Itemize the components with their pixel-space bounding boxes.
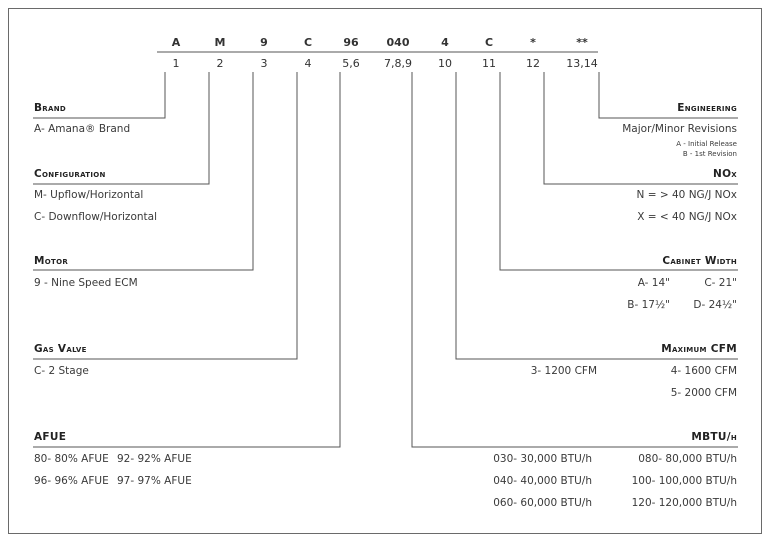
configuration-option: M- Upflow/Horizontal — [34, 189, 144, 201]
nox-option: X = < 40 NG/J NOx — [637, 211, 737, 223]
nox-option: N = > 40 NG/J NOx — [636, 189, 737, 201]
cabinet-width-heading: Cabinet Width — [662, 255, 737, 267]
code-4: C — [303, 36, 313, 49]
code-3: 9 — [260, 36, 268, 49]
mbtuh-option: 040- 40,000 BTU/h — [493, 475, 592, 487]
afue-option: 80- 80% AFUE — [34, 453, 109, 465]
configuration-option: C- Downflow/Horizontal — [34, 211, 157, 223]
position-5: 5,6 — [342, 57, 360, 70]
cabinet-width-option: D- 24½" — [693, 299, 737, 311]
code-9: * — [530, 36, 536, 49]
gas-valve-option: C- 2 Stage — [34, 365, 89, 377]
motor-heading: Motor — [34, 255, 69, 267]
afue-option: 97- 97% AFUE — [117, 475, 192, 487]
afue-heading: AFUE — [34, 431, 67, 443]
code-2: M — [214, 36, 226, 49]
position-7: 10 — [438, 57, 452, 70]
code-7: 4 — [441, 36, 449, 49]
mbtuh-option: 060- 60,000 BTU/h — [493, 497, 592, 509]
nox-heading: NOx — [712, 168, 737, 180]
afue-option: 96- 96% AFUE — [34, 475, 109, 487]
position-10: 13,14 — [566, 57, 598, 70]
engineering-option: Major/Minor Revisions — [622, 123, 737, 135]
mbtuh-heading: MBTU/h — [691, 431, 737, 443]
code-5: 96 — [343, 36, 359, 49]
mbtuh-option: 120- 120,000 BTU/h — [631, 497, 737, 509]
brand-option: A- Amana® Brand — [34, 123, 131, 135]
engineering-note: B - 1st Revision — [682, 150, 737, 158]
maximum-cfm-option: 4- 1600 CFM — [670, 365, 737, 377]
maximum-cfm-heading: Maximum CFM — [661, 343, 737, 355]
gas-valve-heading: Gas Valve — [34, 343, 87, 355]
maximum-cfm-option: 3- 1200 CFM — [530, 365, 597, 377]
position-9: 12 — [526, 57, 540, 70]
mbtuh-option: 030- 30,000 BTU/h — [493, 453, 592, 465]
configuration-heading: Configuration — [34, 168, 106, 180]
position-2: 2 — [216, 57, 224, 70]
position-6: 7,8,9 — [384, 57, 412, 70]
brand-heading: Brand — [34, 102, 66, 114]
code-6: 040 — [386, 36, 410, 49]
position-3: 3 — [260, 57, 268, 70]
code-1: A — [171, 36, 181, 49]
code-8: C — [484, 36, 494, 49]
engineering-note: A - Initial Release — [676, 140, 737, 148]
code-10: ** — [576, 36, 588, 49]
cabinet-width-option: C- 21" — [704, 277, 737, 289]
mbtuh-option: 100- 100,000 BTU/h — [631, 475, 737, 487]
maximum-cfm-option: 5- 2000 CFM — [670, 387, 737, 399]
motor-option: 9 - Nine Speed ECM — [34, 277, 138, 289]
position-8: 11 — [482, 57, 496, 70]
cabinet-width-option: B- 17½" — [627, 299, 670, 311]
cabinet-width-option: A- 14" — [637, 277, 670, 289]
position-4: 4 — [304, 57, 312, 70]
mbtuh-option: 080- 80,000 BTU/h — [638, 453, 737, 465]
engineering-heading: Engineering — [677, 102, 737, 114]
position-1: 1 — [172, 57, 180, 70]
afue-option: 92- 92% AFUE — [117, 453, 192, 465]
